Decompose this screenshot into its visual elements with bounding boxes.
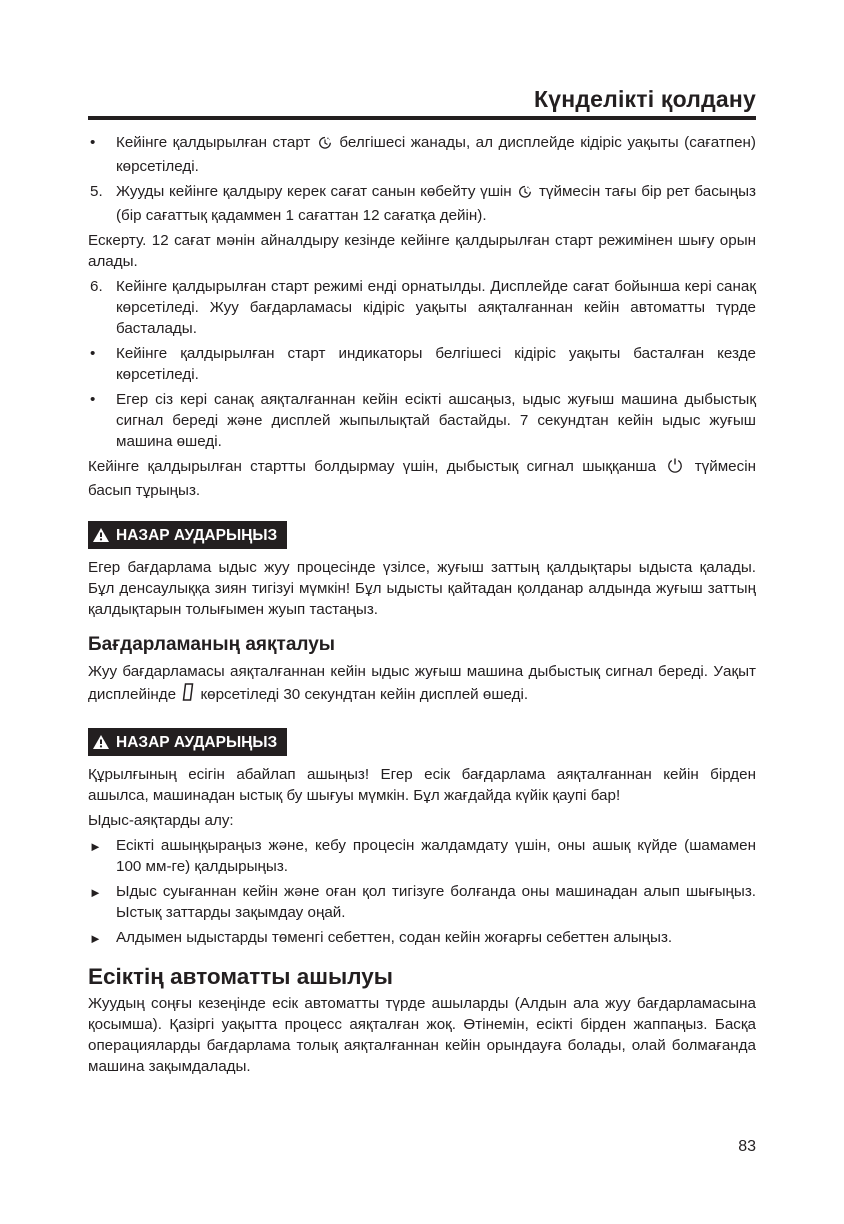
unload-step-text: Алдымен ыдыстарды төменгі себеттен, содан кейін жоғарғы себеттен алыңыз. [116, 929, 673, 946]
section-heading-auto-door: Есіктің автоматты ашылуы [88, 964, 393, 989]
warning-text: Құрылғының есігін абайлап ашыңыз! Егер есік бағдарлама аяқталғаннан кейін бірден ашылса, машинадан ыстық бу шығуы мүмкін. Бұл жағдайда күйік қаупі бар! [88, 766, 756, 804]
page-content [88, 132, 756, 1081]
bullet-text: Кейінге қалдырылған старт индикаторы белгішесі кідіріс уақыты басталған кезде көрсетіледі. [116, 345, 756, 383]
warning-label [88, 521, 287, 549]
delay-timer-icon [318, 135, 332, 156]
bullet-indicator [88, 343, 756, 385]
bullet-text: Егер сіз кері санақ аяқталғаннан кейін есікті ашсаңыз, ыдыс жуғыш машина дыбыстық сигнал береді және дисплей жыпылықтай бастайды. 7 секундтан кейін ыдыс жуғыш машина өшеді. [116, 391, 756, 450]
warning-icon [92, 527, 110, 543]
step-text-after: түймесін тағы бір рет басыңыз (бір сағаттық қадаммен 1 сағаттан 12 сағатқа дейін). [116, 183, 756, 224]
bullet-delay-icon [88, 132, 756, 177]
bullet-text-after: белгішесі жанады, ал дисплейде кідіріс уақыты (сағатпен) көрсетіледі. [116, 134, 756, 175]
unload-step [88, 927, 756, 948]
page-number: 83 [738, 1138, 756, 1155]
auto-door-text: Жуудың соңғы кезеңінде есік автоматты түрде ашыларды (Алдын ала жуу бағдарламасына қосымша). Қазіргі уақытта процесс аяқталған жоқ. Өтінемін, есікті бірден жаппаңыз. Басқа операцияларды бағдарлама толық аяқталғаннан кейін орындауға болады, олай болмағанда машина зақымдалады. [88, 995, 756, 1075]
delay-timer-icon [518, 184, 532, 205]
warning-label [88, 728, 287, 756]
unload-intro: Ыдыс-аяқтарды алу: [88, 812, 234, 829]
unload-step [88, 835, 756, 877]
cancel-text-before: Кейінге қалдырылған стартты болдырмау үшін, дыбыстық сигнал шыққанша [88, 458, 657, 475]
cancel-instruction [88, 456, 756, 501]
bullet-marker: • [90, 345, 96, 362]
step-6 [88, 276, 756, 339]
page-title: Күнделікті қолдану [534, 86, 756, 112]
step-number: 5. [90, 183, 103, 200]
unload-step-text: Есікті ашыңқыраңыз және, кебу процесін жалдамдату үшін, оны ашық күйде (шамамен 100 мм-ге) қалдырыңыз. [116, 837, 756, 875]
bullet-marker: • [90, 134, 96, 151]
note-text: Ескерту. 12 сағат мәнін айналдыру кезінде кейінге қалдырылған старт режимінен шығу орын алады. [88, 232, 756, 270]
warning-label-text: НАЗАР АУДАРЫҢЫЗ [116, 733, 278, 751]
arrow-marker: ► [89, 885, 102, 900]
bullet-marker: • [90, 391, 96, 408]
bullet-door-open [88, 389, 756, 452]
zero-digit-icon [182, 682, 194, 708]
power-icon [666, 456, 684, 480]
program-end-text-before: Жуу бағдарламасы аяқталғаннан кейін ыдыс жуғыш машина дыбыстық сигнал береді. Уақыт дисплейінде [88, 663, 756, 703]
step-text: Кейінге қалдырылған старт режимі енді орнатылды. Дисплейде сағат бойынша кері санақ көрсетіледі. Жуу бағдарламасы кідіріс уақыты аяқталғаннан кейін автоматты түрде басталады. [116, 278, 756, 337]
step-number: 6. [90, 278, 103, 295]
warning-icon [92, 734, 110, 750]
page-header [88, 80, 756, 120]
arrow-marker: ► [89, 839, 102, 854]
step-text-before: Жууды кейінге қалдыру керек сағат санын көбейту үшін [116, 183, 512, 200]
bullet-text-before: Кейінге қалдырылған старт [116, 134, 311, 151]
cancel-text-after: түймесін басып тұрыңыз. [88, 458, 756, 499]
warning-label-text: НАЗАР АУДАРЫҢЫЗ [116, 526, 278, 544]
section-heading-program-end: Бағдарламаның аяқталуы [88, 634, 336, 655]
step-5 [88, 181, 756, 226]
unload-step [88, 881, 756, 923]
warning-text: Егер бағдарлама ыдыс жуу процесінде үзілсе, жуғыш заттың қалдықтары ыдыста қалады. Бұл денсаулыққа зиян тигізуі мүмкін! Бұл ыдысты қайтадан қолданар алдында жуғыш заттың қалдықтарын толығымен жуып тастаңыз. [88, 559, 756, 618]
program-end-text-after: көрсетіледі 30 секундтан кейін дисплей өшеді. [200, 686, 529, 703]
arrow-marker: ► [89, 931, 102, 946]
unload-step-text: Ыдыс суығаннан кейін және оған қол тигізуге болғанда оны машинадан алып шығыңыз. Ыстық заттарды зақымдау оңай. [116, 883, 756, 921]
program-end-text [88, 661, 756, 708]
